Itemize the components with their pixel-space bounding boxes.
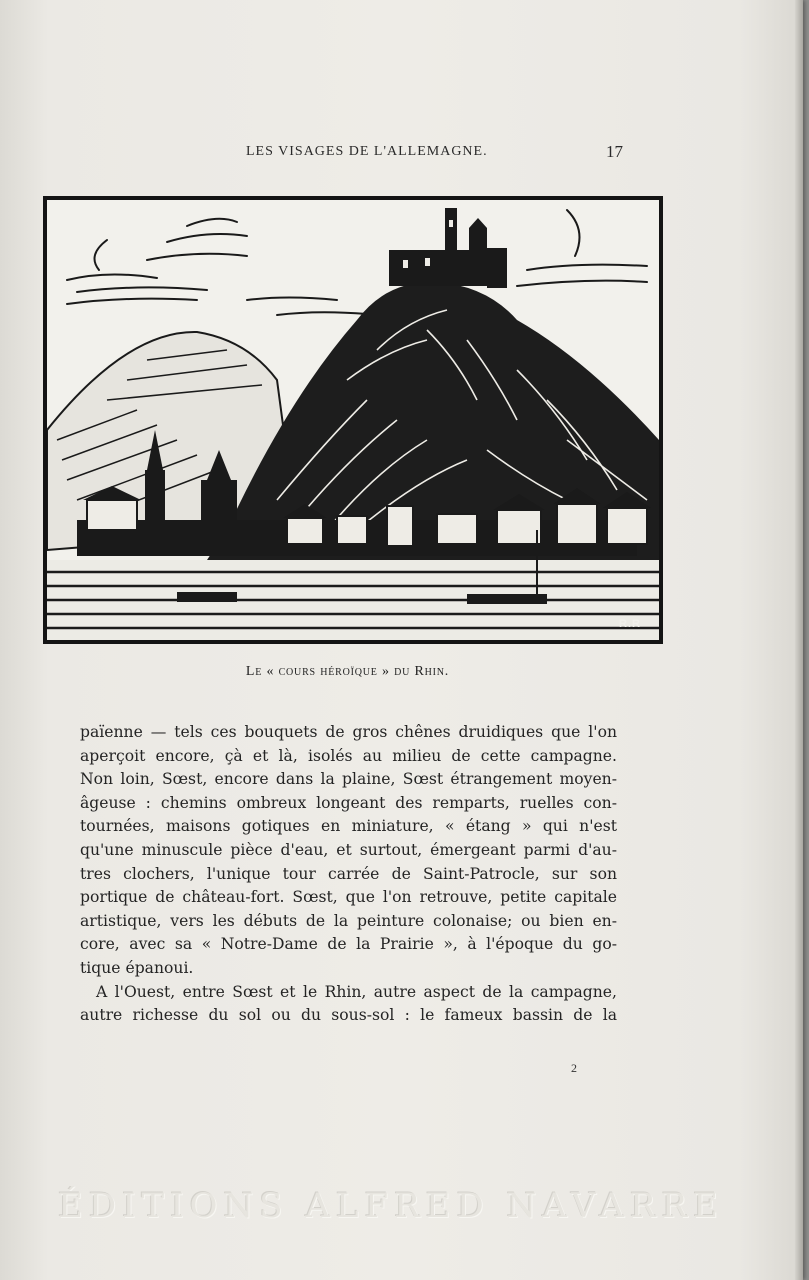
text-line: qu'une minuscule pièce d'eau, et surtout, émergeant parmi d'au- bbox=[80, 840, 617, 859]
text-line: artistique, vers les débuts de la peinture colonaise; ou bien en- bbox=[80, 911, 617, 930]
text-line: tres clochers, l'unique tour carrée de Saint-Patrocle, sur son bbox=[80, 864, 617, 883]
text-line: aperçoit encore, çà et là, isolés au milieu de cette campagne. bbox=[80, 746, 617, 765]
body-text bbox=[80, 721, 617, 1028]
artist-monogram: R.R bbox=[619, 618, 641, 630]
page-edge bbox=[795, 0, 803, 1280]
text-line: païenne — tels ces bouquets de gros chênes druidiques que l'on bbox=[80, 723, 617, 741]
text-line: Non loin, Sœst, encore dans la plaine, Sœst étrangement moyen- bbox=[80, 770, 617, 789]
text-line: autre richesse du sol ou du sous-sol : le fameux bassin de la bbox=[80, 1006, 617, 1025]
signature-mark: 2 bbox=[571, 1061, 577, 1075]
running-head: LES VISAGES DE L'ALLEMAGNE. bbox=[246, 144, 488, 159]
text-line: portique de château-fort. Sœst, que l'on retrouve, petite capitale bbox=[80, 888, 617, 907]
woodcut-illustration bbox=[43, 196, 663, 644]
rhine-castle-woodcut bbox=[47, 200, 659, 640]
text-line: âgeuse : chemins ombreux longeant des remparts, ruelles con- bbox=[80, 793, 617, 812]
embossed-text: ÉDITIONS ALFRED NAVARRE bbox=[58, 1186, 724, 1226]
figure-caption: Le « cours héroïque » du Rhin. bbox=[245, 664, 450, 679]
text-line: core, avec sa « Notre-Dame de la Prairie », à l'époque du go- bbox=[80, 935, 617, 954]
page-number: 17 bbox=[606, 142, 623, 161]
text-line: A l'Ouest, entre Sœst et le Rhin, autre aspect de la campagne, bbox=[96, 982, 617, 1001]
text-line: tournées, maisons gotiques en miniature, « étang » qui n'est bbox=[80, 817, 617, 836]
text-line: tique épanoui. bbox=[80, 958, 194, 977]
